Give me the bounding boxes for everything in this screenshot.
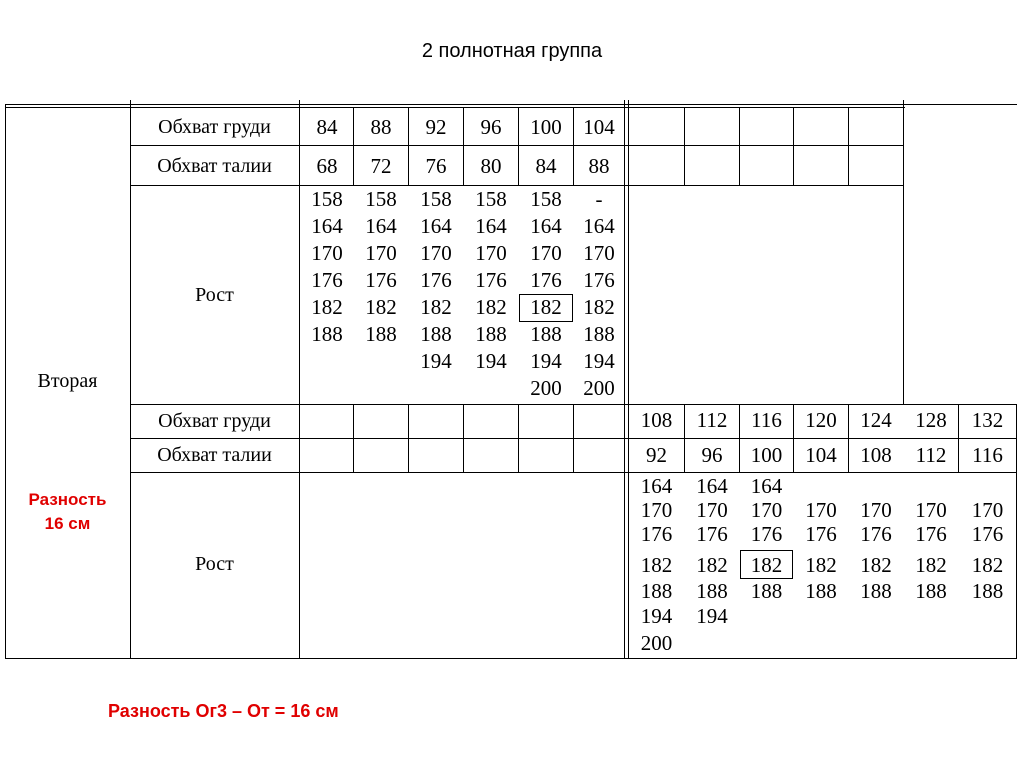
table-cell: 176 — [915, 522, 947, 546]
lower-height-label: Рост — [195, 553, 234, 575]
table-cell: 170 — [805, 498, 837, 522]
table-cell: 182 — [805, 553, 837, 577]
table-cell: 182 — [971, 553, 1004, 577]
table-cell: 176 — [805, 522, 837, 546]
height-column: 158 164 170 176 182 188 — [311, 187, 343, 346]
table-cell: 76 — [425, 154, 447, 178]
table-cell: 80 — [480, 154, 502, 178]
table-cell: 182 — [640, 553, 673, 577]
table-cell: 182 — [750, 553, 783, 577]
table-cell: 194 — [696, 604, 728, 628]
table-cell: 200 — [640, 631, 673, 655]
table-cell: 164 — [696, 474, 728, 498]
table-cell: 112 — [915, 443, 947, 467]
table-cell: 132 — [971, 408, 1004, 432]
page-title: 2 полнотная группа — [421, 40, 603, 62]
table-cell: 188 — [750, 579, 783, 603]
table-cell: 176 — [696, 522, 728, 546]
height-column: 158 164 170 176 182 188 194 200 — [530, 187, 562, 400]
height-column: - 164 170 176 182 188 194 200 — [583, 187, 615, 400]
table-cell: 108 — [640, 408, 673, 432]
highlight-box — [519, 294, 573, 322]
table-cell: 84 — [535, 154, 557, 178]
table-cell: 176 — [971, 522, 1004, 546]
table-cell: 188 — [805, 579, 837, 603]
table-cell: 188 — [860, 579, 892, 603]
table-cell: 116 — [751, 408, 782, 432]
group-label: Вторая — [37, 370, 98, 392]
lower-waist-label: Обхват талии — [157, 444, 272, 466]
table-cell: 100 — [750, 443, 783, 467]
highlight-box — [740, 550, 793, 579]
table-cell: 182 — [860, 553, 892, 577]
table-cell: 188 — [696, 579, 728, 603]
table-cell: 170 — [750, 498, 783, 522]
table-cell: 164 — [750, 474, 783, 498]
table-cell: 92 — [646, 443, 667, 467]
upper-height-label: Рост — [195, 284, 234, 306]
table-cell: 170 — [915, 498, 947, 522]
table-cell: 170 — [860, 498, 892, 522]
upper-chest-label: Обхват груди — [158, 116, 271, 138]
table-cell: 88 — [370, 115, 392, 139]
table-cell: 96 — [701, 443, 723, 467]
table-cell: 100 — [530, 115, 562, 139]
table-cell: 194 — [640, 604, 673, 628]
table-cell: 188 — [640, 579, 673, 603]
table-cell: 96 — [480, 115, 502, 139]
table-cell: 104 — [583, 115, 615, 139]
table-cell: 108 — [860, 443, 892, 467]
table-cell: 188 — [971, 579, 1004, 603]
table-cell: 170 — [696, 498, 728, 522]
table-cell: 170 — [640, 498, 673, 522]
table-cell: 182 — [915, 553, 947, 577]
table-cell: 104 — [805, 443, 837, 467]
table-cell: 182 — [696, 553, 728, 577]
table-cell: 176 — [750, 522, 783, 546]
table-cell: 188 — [915, 579, 947, 603]
height-column: 158 164 170 176 182 188 — [365, 187, 397, 346]
height-column: 158 164 170 176 182 188 194 — [475, 187, 507, 373]
table-cell: 72 — [370, 154, 392, 178]
table-cell: 112 — [696, 408, 728, 432]
lower-chest-label: Обхват груди — [158, 410, 271, 432]
difference-note: Разность 16 см — [28, 490, 107, 533]
table-cell: 88 — [588, 154, 610, 178]
table-cell: 176 — [860, 522, 892, 546]
table-cell: 68 — [316, 154, 338, 178]
table-cell: 128 — [915, 408, 947, 432]
height-column: 158 164 170 176 182 188 194 — [420, 187, 452, 373]
table-cell: 116 — [972, 443, 1003, 467]
table-cell: 124 — [860, 408, 892, 432]
table-cell: 84 — [316, 115, 338, 139]
table-cell: 92 — [425, 115, 447, 139]
table-cell: 176 — [640, 522, 673, 546]
table-cell: 170 — [971, 498, 1004, 522]
difference-formula: Разность Ог3 – От = 16 см — [108, 701, 339, 721]
upper-waist-label: Обхват талии — [157, 155, 272, 177]
table-cell: 120 — [805, 408, 837, 432]
table-cell: 164 — [640, 474, 673, 498]
